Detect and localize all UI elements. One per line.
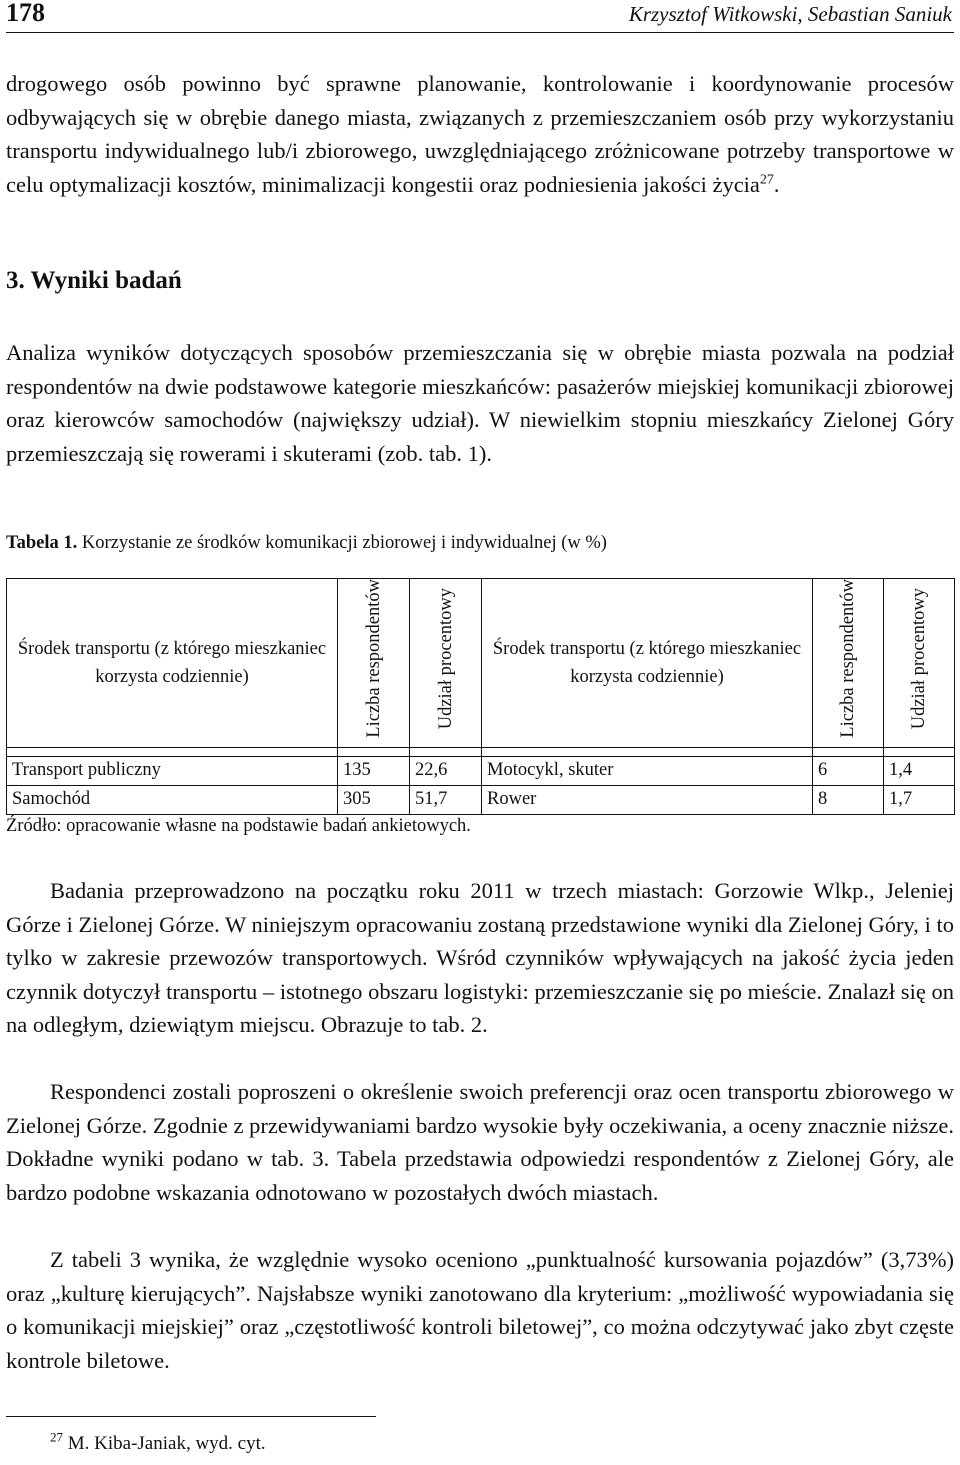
cell-left-count: 135 (338, 756, 410, 785)
cell-left-share: 22,6 (410, 756, 482, 785)
table-caption (6, 533, 607, 554)
table-caption-label: Tabela 1. (6, 533, 78, 553)
table-spacer (7, 747, 955, 756)
footnote-text: M. Kiba-Janiak, wyd. cyt. (63, 1433, 266, 1454)
cell-right-mode: Rower (482, 785, 813, 814)
footnote-number: 27 (50, 1429, 63, 1445)
table-source: Źródło: opracowanie własne na podstawie badań ankietowych. (6, 816, 471, 836)
cell-right-share: 1,4 (884, 756, 955, 785)
table-row (7, 785, 955, 814)
intro-paragraph-text: drogowego osób powinno być sprawne planowanie, kontrolowanie i koordynowanie procesów odbywających się w obrębie danego miasta, związanych z przemieszczaniem osób przy wykorzystaniu transportu indywidualnego lub/i zbiorowego, uwzględniającego zróżnicowane potrzeby transportowe w celu optymalizacji kosztów, minimalizacji kongestii oraz podniesienia jakości życia (6, 71, 954, 197)
page-header (6, 0, 954, 33)
cell-right-count: 6 (813, 756, 884, 785)
section-title: 3. Wyniki badań (6, 267, 182, 294)
header-mode-right: Środek transportu (z którego mieszkaniec korzysta codziennie) (482, 579, 813, 748)
intro-paragraph-end: . (773, 171, 780, 197)
cell-right-mode: Motocykl, skuter (482, 756, 813, 785)
table-caption-text: Korzystanie ze środków komunikacji zbiorowej i indywidualnej (w %) (77, 533, 607, 553)
footnote-ref: 27 (759, 172, 774, 187)
section-paragraph: Analiza wyników dotyczących sposobów przemieszczania się w obrębie miasta pozwala na podział respondentów na dwie podstawowe kategorie mieszkańców: pasażerów miejskiej komunikacji zbiorowej oraz kierowców samochodów (największy udział). W niewielkim stopniu mieszkańcy Zielonej Góry przemieszczają się rowerami i skuterami (zob. tab. 1). (6, 340, 954, 466)
header-mode-left: Środek transportu (z którego mieszkaniec korzysta codziennie) (7, 579, 338, 748)
header-share-left: Udział procentowy (410, 579, 482, 748)
table-row (7, 756, 955, 785)
cell-left-mode: Samochód (7, 785, 338, 814)
cell-left-share: 51,7 (410, 785, 482, 814)
transport-table (6, 578, 955, 815)
footnote-divider (6, 1416, 376, 1417)
cell-left-mode: Transport publiczny (7, 756, 338, 785)
cell-right-share: 1,7 (884, 785, 955, 814)
cell-right-count: 8 (813, 785, 884, 814)
running-head-authors: Krzysztof Witkowski, Sebastian Saniuk (628, 2, 952, 26)
cell-left-count: 305 (338, 785, 410, 814)
body-paragraph-3: Z tabeli 3 wynika, że względnie wysoko oceniono „punktualność kursowania pojazdów” (3,73%) oraz „kulturę kierujących”. Najsłabsze wyniki zanotowano dla kryterium: „możliwość wypowiadania się o komunikacji miejskiej” oraz „częstotliwość kontroli biletowej”, co można odczytywać jako zbyt częste kontrole biletowe. (6, 1247, 954, 1373)
intro-paragraph (6, 67, 954, 201)
table-header-row (7, 579, 955, 748)
header-count-right: Liczba respondentów (813, 579, 884, 748)
footnote (50, 1429, 266, 1455)
body-paragraph-1: Badania przeprowadzono na początku roku 2011 w trzech miastach: Gorzowie Wlkp., Jeleniej Górze i Zielonej Górze. W niniejszym opracowaniu zostaną przedstawione wyniki dla Zielonej Góry, i to tylko w zakresie przewozów transportowych. Wśród czynników wpływających na jakość życia jeden czynnik dotyczył transportu – istotnego obszaru logistyki: przemieszczanie się po mieście. Znalazł się on na odległym, dziewiątym miejscu. Obrazuje to tab. 2. (6, 878, 954, 1037)
body-paragraph-2: Respondenci zostali poproszeni o określenie swoich preferencji oraz ocen transportu zbiorowego w Zielonej Górze. Zgodnie z przewidywaniami bardzo wysokie były oczekiwania, a oceny znacznie niższe. Dokładne wyniki podano w tab. 3. Tabela przedstawia odpowiedzi respondentów z Zielonej Góry, ale bardzo podobne wskazania odnotowano w pozostałych dwóch miastach. (6, 1079, 954, 1205)
header-count-left: Liczba respondentów (338, 579, 410, 748)
header-share-right: Udział procentowy (884, 579, 955, 748)
page-number: 178 (6, 0, 45, 27)
